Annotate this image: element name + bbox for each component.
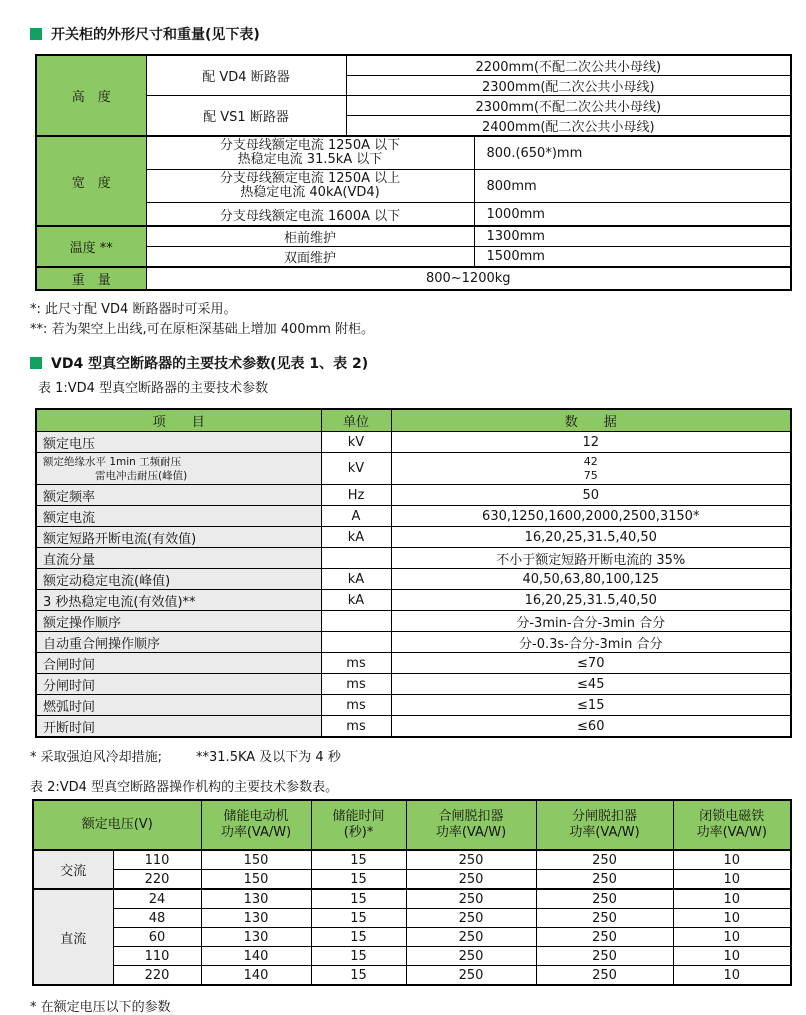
- cell-vd4-breaker: 配 VD4 断路器: [146, 55, 346, 96]
- cell-voltage: 220: [113, 966, 201, 986]
- cell-value: 250: [406, 870, 536, 890]
- table1-caption: 表 1:VD4 型真空断路器的主要技术参数: [38, 381, 269, 396]
- table-row: [36, 55, 791, 76]
- header-motor-power: [201, 800, 311, 850]
- table-row: [36, 569, 791, 590]
- cell-value: 130: [201, 889, 311, 909]
- table-row: [36, 136, 791, 170]
- cell-value: 15: [311, 850, 406, 870]
- table-row: [33, 870, 791, 890]
- cell-item: 燃弧时间: [36, 695, 321, 716]
- table-row: [36, 695, 791, 716]
- cell-value: 250: [536, 909, 673, 928]
- cell-dc-label: 直流: [33, 889, 113, 985]
- section-title-parameters: [30, 353, 792, 372]
- cell-ac-label: 交流: [33, 850, 113, 889]
- cell-value: 15: [311, 870, 406, 890]
- table-row: [36, 590, 791, 611]
- cell-weight-label: 重 量: [36, 267, 146, 290]
- cell-data: ≤45: [391, 674, 791, 695]
- cell-height-value: 2200mm(不配二次公共小母线): [346, 55, 791, 76]
- table-row: [36, 453, 791, 485]
- cell-depth-label: 温度 **: [36, 226, 146, 267]
- cell-data: 不小于额定短路开断电流的 35%: [391, 548, 791, 569]
- section-title-dimensions: [30, 24, 792, 43]
- cell-unit: kV: [321, 453, 391, 485]
- header-locking-magnet: [673, 800, 791, 850]
- cell-data: 50: [391, 485, 791, 506]
- cell-value: 250: [406, 850, 536, 870]
- header-data: 数 据: [391, 409, 791, 432]
- cell-data: 16,20,25,31.5,40,50: [391, 590, 791, 611]
- header-item: 项 目: [36, 409, 321, 432]
- table2-footnote: * 在额定电压以下的参数: [30, 1000, 171, 1015]
- header-opening-release: [536, 800, 673, 850]
- cell-value: 250: [406, 947, 536, 966]
- cell-data: ≤60: [391, 716, 791, 738]
- footnote-line: *: 此尺寸配 VD4 断路器时可采用。: [30, 302, 237, 317]
- table-row: [36, 527, 791, 548]
- cell-item: 额定频率: [36, 485, 321, 506]
- cell-data: 分-3min-合分-3min 合分: [391, 611, 791, 632]
- table-row: [36, 653, 791, 674]
- cell-height-value: 2300mm(不配二次公共小母线): [346, 96, 791, 116]
- table-row: [36, 96, 791, 116]
- cell-value: 250: [536, 947, 673, 966]
- table1-footnote: [30, 746, 792, 764]
- cell-data: ≤70: [391, 653, 791, 674]
- footnote-line: **: 若为架空上出线,可在原柜深基础上增加 400mm 附柜。: [30, 322, 375, 337]
- cell-height-value: 2400mm(配二次公共小母线): [346, 116, 791, 137]
- table2-caption: 表 2:VD4 型真空断路器操作机构的主要技术参数表。: [30, 780, 339, 795]
- cell-depth-value: 1300mm: [474, 226, 791, 247]
- header-line1: 储能时间: [332, 809, 385, 824]
- condition-line1: 分支母线额定电流 1250A 以上: [219, 171, 401, 186]
- item-line1: 额定绝缘水平 1min 工频耐压: [43, 456, 182, 468]
- footnote-part1: * 采取强迫风冷却措施;: [30, 750, 163, 765]
- cell-voltage: 24: [113, 889, 201, 909]
- cell-item: 额定电流: [36, 506, 321, 527]
- cell-unit: ms: [321, 674, 391, 695]
- footnote-part2: **31.5KA 及以下为 4 秒: [196, 750, 341, 765]
- cell-value: 150: [201, 870, 311, 890]
- cell-value: 140: [201, 947, 311, 966]
- cell-data: 630,1250,1600,2000,2500,3150*: [391, 506, 791, 527]
- cell-data: 12: [391, 432, 791, 453]
- cell-item: 3 秒热稳定电流(有效值)**: [36, 590, 321, 611]
- cell-value: 10: [673, 889, 791, 909]
- cell-data: ≤15: [391, 695, 791, 716]
- table-row: [36, 485, 791, 506]
- condition-line2: 热稳定电流 40kA(VD4): [240, 185, 380, 200]
- header-line2: 功率(VA/W): [435, 825, 507, 840]
- cell-maintenance-type: 双面维护: [146, 247, 474, 268]
- mechanism-table: [32, 799, 792, 986]
- header-unit: 单位: [321, 409, 391, 432]
- cell-unit: ms: [321, 716, 391, 738]
- table-row: [36, 674, 791, 695]
- table-row: [36, 247, 791, 268]
- cell-unit: kA: [321, 590, 391, 611]
- cell-voltage: 60: [113, 928, 201, 947]
- cell-item: 合闸时间: [36, 653, 321, 674]
- cell-item: [36, 453, 321, 485]
- data-line1: 42: [583, 454, 598, 468]
- cell-value: 150: [201, 850, 311, 870]
- table-row: [36, 226, 791, 247]
- cell-data: [391, 453, 791, 485]
- cell-item: 额定电压: [36, 432, 321, 453]
- table-row: [36, 170, 791, 203]
- cell-unit: [321, 611, 391, 632]
- header-line2: 功率(VA/W): [569, 825, 640, 840]
- cell-value: 15: [311, 947, 406, 966]
- cell-item: 额定动稳定电流(峰值): [36, 569, 321, 590]
- cell-data: 分-0.3s-合分-3min 合分: [391, 632, 791, 653]
- cell-data: 16,20,25,31.5,40,50: [391, 527, 791, 548]
- cell-unit: kV: [321, 432, 391, 453]
- header-line2: (秒)*: [343, 825, 374, 840]
- cell-width-condition: [146, 170, 474, 203]
- cell-value: 10: [673, 850, 791, 870]
- table-row: [33, 928, 791, 947]
- cell-unit: A: [321, 506, 391, 527]
- cell-width-condition: 分支母线额定电流 1600A 以下: [146, 203, 474, 227]
- section-bullet-icon: [30, 357, 42, 369]
- table-header-row: [33, 800, 791, 850]
- section-title-text: VD4 型真空断路器的主要技术参数(见表 1、表 2): [51, 355, 369, 372]
- cell-unit: [321, 548, 391, 569]
- cell-weight-value: 800~1200kg: [146, 267, 791, 290]
- cell-voltage: 110: [113, 947, 201, 966]
- cell-value: 10: [673, 870, 791, 890]
- tech-params-table: [35, 408, 792, 738]
- cell-unit: ms: [321, 653, 391, 674]
- table-row: [36, 611, 791, 632]
- item-line2: 雷电冲击耐压(峰值): [95, 470, 188, 482]
- cell-value: 15: [311, 889, 406, 909]
- header-line1: 闭锁电磁铁: [699, 809, 765, 824]
- table-row: [36, 267, 791, 290]
- cell-unit: [321, 632, 391, 653]
- cell-item: 分闸时间: [36, 674, 321, 695]
- table-row: [36, 506, 791, 527]
- cell-vs1-breaker: 配 VS1 断路器: [146, 96, 346, 137]
- cell-item: 直流分量: [36, 548, 321, 569]
- cell-maintenance-type: 柜前维护: [146, 226, 474, 247]
- cell-unit: ms: [321, 695, 391, 716]
- section-title-text: 开关柜的外形尺寸和重量(见下表): [51, 26, 260, 43]
- cell-value: 130: [201, 928, 311, 947]
- header-line2: 功率(VA/W): [696, 825, 767, 840]
- cell-value: 10: [673, 947, 791, 966]
- header-charge-time: [311, 800, 406, 850]
- table-row: [36, 432, 791, 453]
- cell-unit: Hz: [321, 485, 391, 506]
- table-row: [36, 632, 791, 653]
- dimension-footnotes: [30, 300, 792, 340]
- cell-width-value: 800.(650*)mm: [474, 136, 791, 170]
- cell-value: 250: [536, 889, 673, 909]
- data-line2: 75: [583, 468, 598, 482]
- header-line1: 储能电动机: [223, 809, 289, 824]
- cell-value: 250: [406, 909, 536, 928]
- cell-value: 250: [406, 928, 536, 947]
- cell-width-value: 800mm: [474, 170, 791, 203]
- section-bullet-icon: [30, 28, 42, 40]
- cell-value: 250: [406, 966, 536, 986]
- cell-voltage: 220: [113, 870, 201, 890]
- cell-unit: kA: [321, 569, 391, 590]
- cell-value: 250: [536, 850, 673, 870]
- table-header-row: [36, 409, 791, 432]
- cell-width-condition: [146, 136, 474, 170]
- cell-value: 250: [536, 928, 673, 947]
- table-row: [36, 548, 791, 569]
- table-row: [33, 909, 791, 928]
- cell-value: 10: [673, 928, 791, 947]
- table-row: [33, 947, 791, 966]
- header-closing-release: [406, 800, 536, 850]
- cell-value: 130: [201, 909, 311, 928]
- condition-line1: 分支母线额定电流 1250A 以下: [219, 138, 401, 153]
- cell-value: 15: [311, 966, 406, 986]
- table-row: [36, 203, 791, 227]
- table-row: [33, 889, 791, 909]
- cell-value: 15: [311, 928, 406, 947]
- cell-item: 开断时间: [36, 716, 321, 738]
- table-row: [33, 850, 791, 870]
- header-line1: 分闸脱扣器: [572, 809, 638, 824]
- header-line2: 功率(VA/W): [220, 825, 292, 840]
- cell-item: 自动重合闸操作顺序: [36, 632, 321, 653]
- cell-item: 额定短路开断电流(有效值): [36, 527, 321, 548]
- cell-data: 40,50,63,80,100,125: [391, 569, 791, 590]
- cell-value: 10: [673, 909, 791, 928]
- cell-value: 140: [201, 966, 311, 986]
- cell-depth-value: 1500mm: [474, 247, 791, 268]
- header-rated-voltage: 额定电压(V): [33, 800, 201, 850]
- cell-item: 额定操作顺序: [36, 611, 321, 632]
- table-row: [33, 966, 791, 986]
- cell-unit: kA: [321, 527, 391, 548]
- table-row: [36, 716, 791, 738]
- condition-line2: 热稳定电流 31.5kA 以下: [237, 152, 383, 167]
- cell-width-label: 宽 度: [36, 136, 146, 226]
- cell-value: 250: [536, 966, 673, 986]
- cell-voltage: 110: [113, 850, 201, 870]
- cell-height-label: 高 度: [36, 55, 146, 136]
- cell-voltage: 48: [113, 909, 201, 928]
- cell-value: 250: [536, 870, 673, 890]
- cell-value: 250: [406, 889, 536, 909]
- cell-value: 15: [311, 909, 406, 928]
- cell-width-value: 1000mm: [474, 203, 791, 227]
- cell-value: 10: [673, 966, 791, 986]
- header-line1: 合闸脱扣器: [438, 809, 504, 824]
- cell-height-value: 2300mm(配二次公共小母线): [346, 76, 791, 96]
- dimensions-table: [35, 54, 792, 291]
